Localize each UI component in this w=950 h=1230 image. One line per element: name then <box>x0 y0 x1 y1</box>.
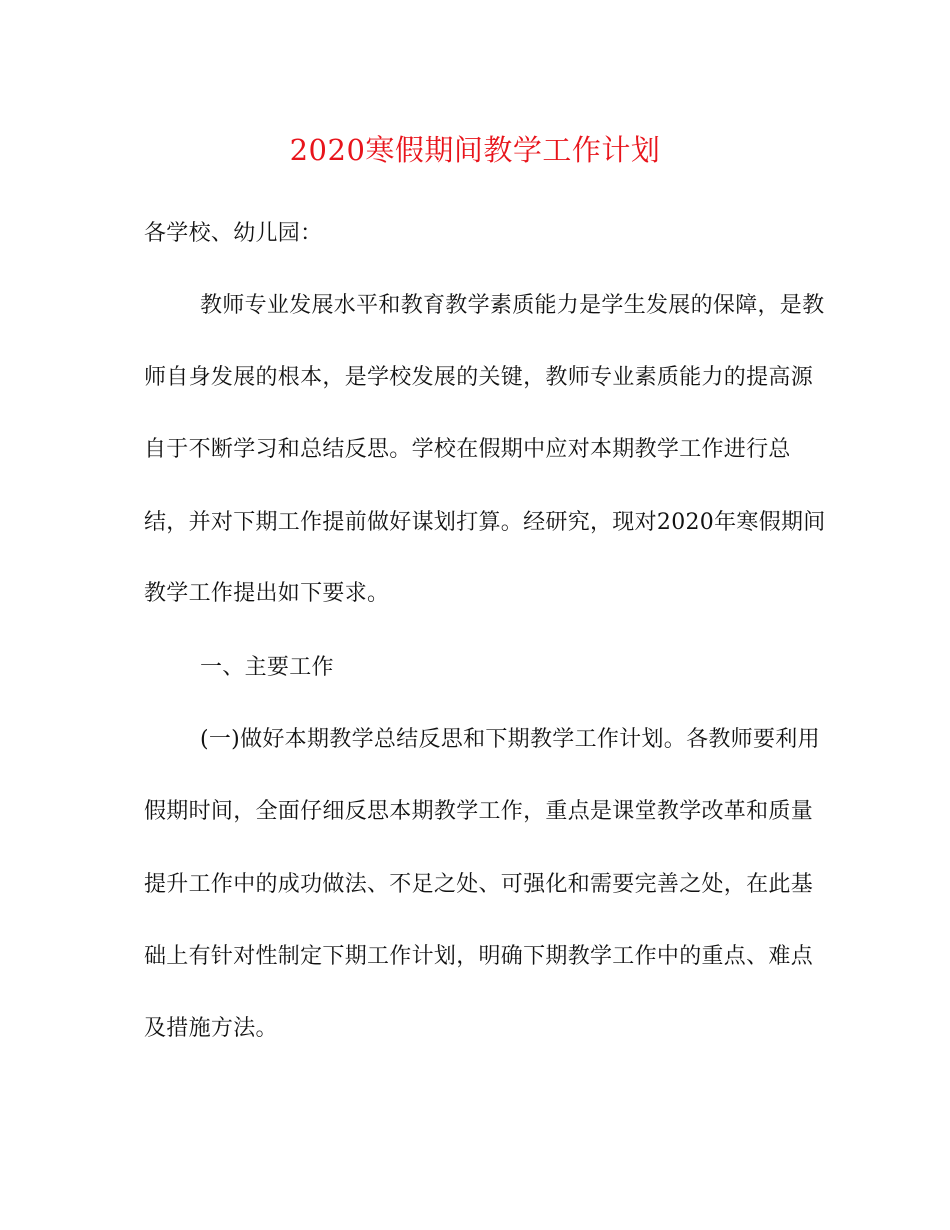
paragraph-line: 教学工作提出如下要求。 <box>144 581 390 606</box>
paragraph-line: (一)做好本期教学总结反思和下期教学工作计划。各教师要利用 <box>200 727 820 752</box>
paragraph-line: 及措施方法。 <box>144 1016 278 1041</box>
salutation: 各学校、幼儿园： <box>144 221 323 246</box>
paragraph-line: 假期时间，全面仔细反思本期教学工作，重点是课堂教学改革和质量 <box>144 799 814 824</box>
paragraph-line: 础上有针对性制定下期工作计划，明确下期教学工作中的重点、难点 <box>144 944 814 969</box>
paragraph-line: 师自身发展的根本，是学校发展的关键，教师专业素质能力的提高源 <box>144 365 814 390</box>
paragraph-line: 结，并对下期工作提前做好谋划打算。经研究，现对2020年寒假期间 <box>144 510 826 535</box>
paragraph-line: 自于不断学习和总结反思。学校在假期中应对本期教学工作进行总 <box>144 437 791 462</box>
paragraph-line: 教师专业发展水平和教育教学素质能力是学生发展的保障，是教 <box>200 293 825 318</box>
section-heading: 一、主要工作 <box>200 655 334 680</box>
document-title: 2020寒假期间教学工作计划 <box>289 133 661 167</box>
paragraph-line: 提升工作中的成功做法、不足之处、可强化和需要完善之处，在此基 <box>144 872 814 897</box>
